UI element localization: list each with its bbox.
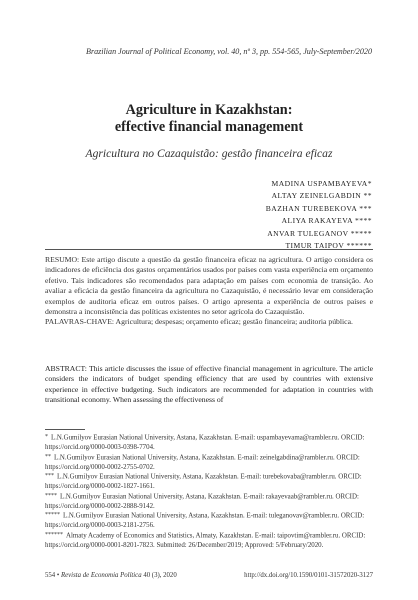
footnote bbox=[45, 531, 373, 551]
footnote-text: L.N.Gumilyov Eurasian National University, Astana, Kazakhstan. E-mail: tuleganovav@rambler.ru. ORCID: https://orcid.org/0000-0003-2181-2756. bbox=[45, 512, 365, 529]
abstract-pt-body: RESUMO: Este artigo discute a questão da gestão financeira eficaz na agricultura. O artigo considera os indicadores de eficiência dos gastos orçamentários usados por países com vasta experiência em orçamento efetivo. Tais indicadores são recomendados para adaptação em países com economia de transição. Ao avaliar a eficácia da gestão financeira da agricultura no Cazaquistão, é necessário levar em consideração exemplos de auditoria eficaz em outros países. O artigo apresenta a experiência de outros países e demonstra a inconsistência das políticas existentes no setor agrícola do Cazaquistão. bbox=[45, 255, 373, 317]
footer-journal-name: Revista de Economia Política bbox=[61, 572, 142, 579]
author-name: ALIYA RAKAYEVA **** bbox=[281, 216, 372, 226]
article-title bbox=[20, 102, 398, 136]
author-name: BAZHAN TUREBEKOVA *** bbox=[265, 203, 372, 213]
abstract-english bbox=[45, 364, 373, 406]
abstract-en-body: ABSTRACT: This article discusses the issue of effective financial management in agriculture. The article considers the indicators of budget spending efficiency that are used by countries with extensive experience in effective budgeting. Such indicators are recommended for adaptation in countries with transitional economy. When assessing the effectiveness of bbox=[45, 364, 373, 405]
article-subtitle: Agricultura no Cazaquistão: gestão financeira eficaz bbox=[85, 147, 333, 160]
abstract-pt-keywords: PALAVRAS-CHAVE: Agricultura; despesas; orçamento eficaz; gestão financeira; auditoria pública. bbox=[45, 317, 353, 327]
footnotes bbox=[45, 433, 373, 550]
footnote bbox=[45, 453, 373, 473]
abstract-portuguese bbox=[45, 255, 373, 328]
footnote-text: L.N.Gumilyov Eurasian National University, Astana, Kazakhstan. E-mail: rakayevaab@rambler.ru. ORCID: https://orcid.org/0000-0002-2888-9142. bbox=[45, 493, 359, 510]
footnote bbox=[45, 433, 373, 453]
footnote-mark: ** bbox=[45, 453, 51, 460]
author-name: TIMUR TAIPOV ****** bbox=[285, 241, 372, 251]
journal-header: Brazilian Journal of Political Economy, vol. 40, nº 3, pp. 554-565, July-September/2020 bbox=[86, 47, 372, 56]
footnote bbox=[45, 472, 373, 492]
article-title-line-1: Agriculture in Kazakhstan: bbox=[125, 102, 293, 118]
footnote-mark: * bbox=[45, 434, 48, 440]
footnote-mark: *** bbox=[45, 473, 54, 479]
footnote bbox=[45, 511, 373, 531]
footnote-mark: ***** bbox=[45, 512, 60, 518]
footnote-mark: ****** bbox=[45, 531, 63, 538]
footnote-text: L.N.Gumilyov Eurasian National University, Astana, Kazakhstan. E-mail: turebekovaba@rambler.ru. ORCID: https://orcid.org/0000-0002-1827-1661. bbox=[45, 473, 362, 490]
footnote bbox=[45, 492, 373, 512]
author-list bbox=[152, 178, 372, 252]
author-name: MADINA USPAMBAYEVA* bbox=[271, 179, 372, 188]
abstract-divider bbox=[45, 249, 373, 250]
doi-link[interactable]: http://dx.doi.org/10.1590/0101-31572020-3127 bbox=[244, 572, 373, 579]
footnote-mark: **** bbox=[45, 492, 57, 499]
footnote-text: L.N.Gumilyov Eurasian National University, Astana, Kazakhstan. E-mail: zeinelgabdina@rambler.ru. ORCID: https://orcid.org/0000-0002-2755-0702. bbox=[45, 454, 360, 471]
author-name: ANVAR TULEGANOV ***** bbox=[267, 228, 372, 238]
footnote-divider bbox=[45, 429, 85, 430]
footer-citation bbox=[45, 572, 177, 579]
author-name: ALTAY ZEINELGABDIN ** bbox=[271, 191, 372, 201]
footnote-text: Almaty Academy of Economics and Statistics, Almaty, Kazakhstan. E-mail: taipovtim@rambler.ru. ORCID: https://orcid.org/0000-0001-8201-7823. Submitted: 26/December/2019; Approved: 5/February/2020. bbox=[45, 532, 366, 549]
footer-volume: 40 (3), 2020 bbox=[143, 572, 177, 579]
footnote-text: L.N.Gumilyov Eurasian National University, Astana, Kazakhstan. E-mail: uspambayevama@rambler.ru. ORCID: https://orcid.org/0000-0003-0398-7704. bbox=[45, 434, 365, 451]
article-title-line-2: effective financial management bbox=[114, 119, 304, 135]
footer-bullet: • bbox=[56, 572, 60, 579]
page-number: 554 bbox=[45, 572, 56, 579]
